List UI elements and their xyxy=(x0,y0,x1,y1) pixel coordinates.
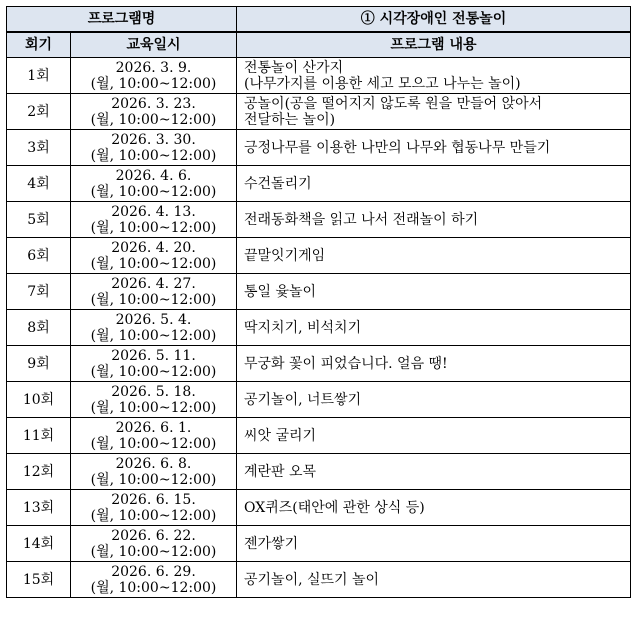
date-cell xyxy=(71,310,237,346)
session-cell: 10회 xyxy=(7,382,71,418)
time-text: (월, 10:00~12:00) xyxy=(90,75,217,92)
content-text: 긍정나무를 이용한 나만의 나무와 협동나무 만들기 xyxy=(244,139,551,156)
time-text: (월, 10:00~12:00) xyxy=(90,255,217,272)
content-cell xyxy=(237,490,631,526)
date-text: 2026. 5. 18. xyxy=(111,383,196,400)
session-cell: 15회 xyxy=(7,562,71,598)
time-text: (월, 10:00~12:00) xyxy=(90,543,217,560)
content-cell xyxy=(237,454,631,490)
content-text: 끝말잇기게임 xyxy=(244,247,326,264)
table-row xyxy=(7,130,631,166)
date-text: 2026. 6. 15. xyxy=(111,491,196,508)
content-cell xyxy=(237,310,631,346)
table-row xyxy=(7,238,631,274)
content-cell xyxy=(237,202,631,238)
column-header-session: 회기 xyxy=(7,32,71,58)
date-text: 2026. 6. 1. xyxy=(115,419,192,436)
content-cell xyxy=(237,94,631,130)
table-row xyxy=(7,202,631,238)
session-cell: 12회 xyxy=(7,454,71,490)
date-cell xyxy=(71,418,237,454)
date-cell xyxy=(71,166,237,202)
column-header-content: 프로그램 내용 xyxy=(237,32,631,58)
session-cell: 2회 xyxy=(7,94,71,130)
time-text: (월, 10:00~12:00) xyxy=(90,183,217,200)
table-row xyxy=(7,58,631,94)
date-cell xyxy=(71,202,237,238)
time-text: (월, 10:00~12:00) xyxy=(90,291,217,308)
time-text: (월, 10:00~12:00) xyxy=(90,579,217,596)
date-cell xyxy=(71,526,237,562)
session-cell: 11회 xyxy=(7,418,71,454)
time-text: (월, 10:00~12:00) xyxy=(90,435,217,452)
table-row xyxy=(7,454,631,490)
date-text: 2026. 5. 4. xyxy=(115,311,192,328)
program-title: ① 시각장애인 전통놀이 xyxy=(237,7,631,33)
session-cell: 6회 xyxy=(7,238,71,274)
date-cell xyxy=(71,58,237,94)
content-cell xyxy=(237,130,631,166)
program-schedule-table xyxy=(6,6,631,598)
content-cell xyxy=(237,418,631,454)
content-text: 수건돌리기 xyxy=(244,175,312,192)
content-text: 전통놀이 산가지 xyxy=(244,59,344,76)
date-text: 2026. 3. 30. xyxy=(111,131,196,148)
content-text: 통일 윷놀이 xyxy=(244,283,317,300)
date-text: 2026. 4. 6. xyxy=(115,167,192,184)
table-row xyxy=(7,562,631,598)
content-cell xyxy=(237,58,631,94)
content-cell xyxy=(237,562,631,598)
date-cell xyxy=(71,94,237,130)
column-header-row xyxy=(7,32,631,58)
content-cell xyxy=(237,166,631,202)
content-cell xyxy=(237,274,631,310)
table-row xyxy=(7,526,631,562)
date-text: 2026. 3. 9. xyxy=(115,59,192,76)
table-row xyxy=(7,274,631,310)
time-text: (월, 10:00~12:00) xyxy=(90,219,217,236)
time-text: (월, 10:00~12:00) xyxy=(90,399,217,416)
content-text: 전래동화책을 읽고 나서 전래놀이 하기 xyxy=(244,211,479,228)
content-text: 무궁화 꽃이 피었습니다. 얼음 땡! xyxy=(244,355,448,372)
session-cell: 5회 xyxy=(7,202,71,238)
content-cell xyxy=(237,238,631,274)
date-cell xyxy=(71,346,237,382)
session-cell: 14회 xyxy=(7,526,71,562)
content-text: (나무가지를 이용한 세고 모으고 나누는 놀이) xyxy=(244,75,521,92)
content-text: OX퀴즈(태안에 관한 상식 등) xyxy=(244,499,425,516)
date-cell xyxy=(71,382,237,418)
time-text: (월, 10:00~12:00) xyxy=(90,471,217,488)
content-cell xyxy=(237,526,631,562)
date-cell xyxy=(71,130,237,166)
session-cell: 8회 xyxy=(7,310,71,346)
content-text: 씨앗 굴리기 xyxy=(244,427,317,444)
date-cell xyxy=(71,274,237,310)
content-cell xyxy=(237,346,631,382)
session-cell: 3회 xyxy=(7,130,71,166)
date-text: 2026. 4. 20. xyxy=(111,239,196,256)
session-cell: 7회 xyxy=(7,274,71,310)
date-text: 2026. 6. 8. xyxy=(115,455,192,472)
date-text: 2026. 3. 23. xyxy=(111,95,196,112)
date-text: 2026. 6. 29. xyxy=(111,563,196,580)
program-header-row xyxy=(7,7,631,33)
time-text: (월, 10:00~12:00) xyxy=(90,147,217,164)
program-name-label: 프로그램명 xyxy=(7,7,237,33)
table-row xyxy=(7,418,631,454)
session-cell: 4회 xyxy=(7,166,71,202)
content-cell xyxy=(237,382,631,418)
time-text: (월, 10:00~12:00) xyxy=(90,363,217,380)
date-text: 2026. 6. 22. xyxy=(111,527,196,544)
table-row xyxy=(7,382,631,418)
column-header-date: 교육일시 xyxy=(71,32,237,58)
date-text: 2026. 4. 13. xyxy=(111,203,196,220)
content-text: 공놀이(공을 떨어지지 않도록 원을 만들어 앉아서 xyxy=(244,95,543,112)
table-row xyxy=(7,166,631,202)
session-cell: 13회 xyxy=(7,490,71,526)
date-cell xyxy=(71,490,237,526)
content-text: 공기놀이, 너트쌓기 xyxy=(244,391,362,408)
time-text: (월, 10:00~12:00) xyxy=(90,111,217,128)
date-text: 2026. 5. 11. xyxy=(111,347,196,364)
date-cell xyxy=(71,238,237,274)
date-cell xyxy=(71,454,237,490)
content-text: 딱지치기, 비석치기 xyxy=(244,319,362,336)
date-cell xyxy=(71,562,237,598)
time-text: (월, 10:00~12:00) xyxy=(90,327,217,344)
session-cell: 9회 xyxy=(7,346,71,382)
content-text: 계란판 오목 xyxy=(244,463,317,480)
content-text: 공기놀이, 실뜨기 놀이 xyxy=(244,571,380,588)
time-text: (월, 10:00~12:00) xyxy=(90,507,217,524)
content-text: 전달하는 놀이) xyxy=(244,111,336,128)
date-text: 2026. 4. 27. xyxy=(111,275,196,292)
table-row xyxy=(7,490,631,526)
session-cell: 1회 xyxy=(7,58,71,94)
table-row xyxy=(7,94,631,130)
table-row xyxy=(7,310,631,346)
content-text: 젠가쌓기 xyxy=(244,535,299,552)
table-row xyxy=(7,346,631,382)
